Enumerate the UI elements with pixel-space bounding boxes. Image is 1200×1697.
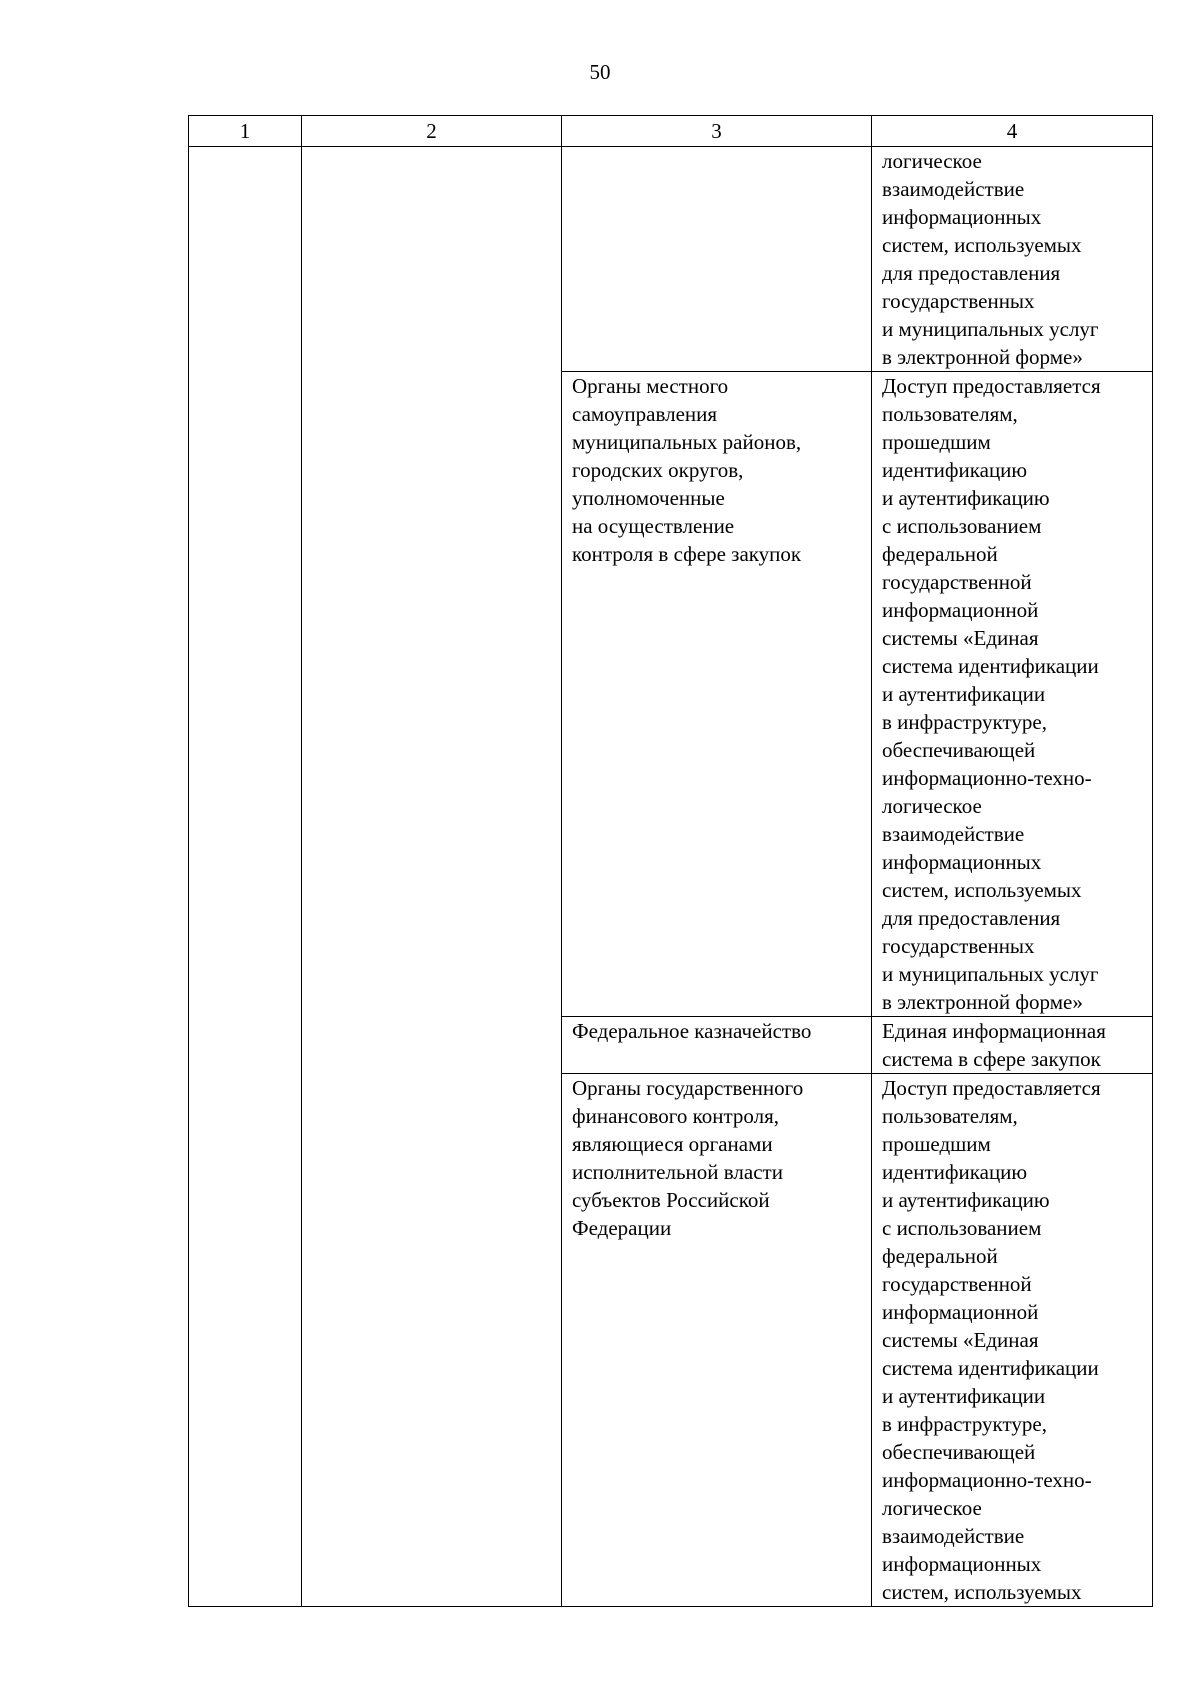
- cell-col4: [872, 372, 1153, 1017]
- table-header-row: [189, 116, 1153, 147]
- cell-col1: [189, 147, 302, 1607]
- document-table: [188, 115, 1153, 1607]
- cell-text: Федеральное казначейство: [572, 1019, 812, 1043]
- cell-col4: [872, 1017, 1153, 1074]
- cell-text: Доступ предоставляется пользователям, прошедшим идентификацию и аутентификацию с использованием федеральной государственной информационной системы «Единая система идентификации и аутентификации в инфраструктуре, обеспечивающей информационно-техно- логическое взаимодействие информационных систем, используемых для предоставления государственных и муниципальных услуг в электронной форме»: [882, 374, 1101, 1014]
- cell-col4: [872, 1074, 1153, 1607]
- cell-text: Доступ предоставляется пользователям, прошедшим идентификацию и аутентификацию с использованием федеральной государственной информационной системы «Единая система идентификации и аутентификации в инфраструктуре, обеспечивающей информационно-техно- логическое взаимодействие информационных систем, используемых: [882, 1076, 1101, 1604]
- cell-text: логическое взаимодействие информационных систем, используемых для предоставления государственных и муниципальных услуг в электронной форме»: [882, 149, 1099, 369]
- cell-col4: [872, 147, 1153, 372]
- cell-text: Органы местного самоуправления муниципальных районов, городских округов, уполномоченные на осуществление контроля в сфере закупок: [572, 374, 802, 566]
- cell-text: Органы государственного финансового контроля, являющиеся органами исполнительной власти субъектов Российской Федерации: [572, 1076, 804, 1240]
- cell-col3: [562, 372, 872, 1017]
- cell-col3: [562, 1017, 872, 1074]
- column-header-4: 4: [872, 116, 1153, 147]
- column-header-2: 2: [302, 116, 562, 147]
- cell-col3: [562, 1074, 872, 1607]
- cell-col3: [562, 147, 872, 372]
- page-number: 50: [589, 60, 611, 84]
- table-row: [189, 147, 1153, 372]
- cell-text: Единая информационная система в сфере закупок: [882, 1019, 1106, 1071]
- column-header-3: 3: [562, 116, 872, 147]
- cell-col2: [302, 147, 562, 1607]
- column-header-1: 1: [189, 116, 302, 147]
